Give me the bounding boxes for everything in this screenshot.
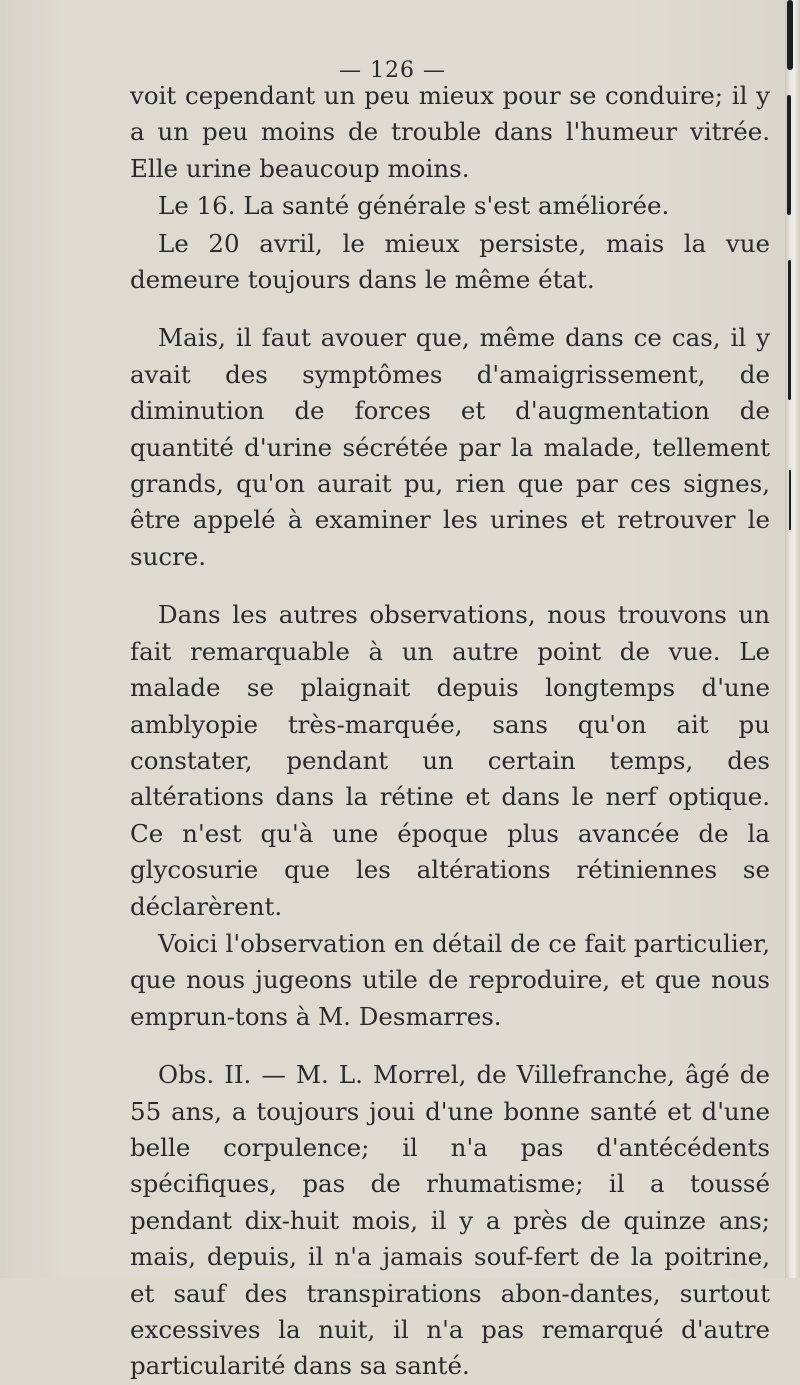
paragraph-7: Obs. II. — M. L. Morrel, de Villefranche, âgé de 55 ans, a toujours joui d'une bonne santé et d'une belle corpulence; il n'a pas d'antécédents spécifiques, pas de rhumatisme; il a toussé pendant dix-huit mois, il y a près de quinze ans; mais, depuis, il n'a jamais souf-fert de la poitrine, et sauf des transpirations abon-dantes, surtout excessives la nuit, il n'a pas remarqué d'autre particularité dans sa santé. xyxy=(130,1060,770,1381)
page-edge xyxy=(785,0,800,1278)
paragraph-2: Le 16. La santé générale s'est améliorée. xyxy=(158,191,670,221)
paragraph-5: Dans les autres observations, nous trouvons un fait remarquable à un autre point de vue. Le malade se plaignait depuis longtemps d'une amblyopie très-marquée, sans qu'on ait pu constater, pendant un certain temps, des altérations dans la rétine et dans le nerf optique. Ce n'est qu'à une époque plus avancée de la glycosurie que les altérations rétiniennes se déclarèrent. xyxy=(130,600,770,921)
page-number: — 126 — xyxy=(339,58,446,83)
paragraph-3: Le 20 avril, le mieux persiste, mais la vue demeure toujours dans le même état. xyxy=(130,228,770,295)
page-text xyxy=(130,78,770,1385)
paragraph-1: voit cependant un peu mieux pour se conduire; il y a un peu moins de trouble dans l'humeur vitrée. Elle urine beaucoup moins. xyxy=(130,81,770,183)
paragraph-4: Mais, il faut avouer que, même dans ce cas, il y avait des symptômes d'amaigrissement, de diminution de forces et d'augmentation de quantité d'urine sécrétée par la malade, tellement grands, qu'on aurait pu, rien que par ces signes, être appelé à examiner les urines et retrouver le sucre. xyxy=(130,323,770,571)
paragraph-6: Voici l'observation en détail de ce fait particulier, que nous jugeons utile de reproduire, et que nous emprun-tons à M. Desmarres. xyxy=(130,928,770,1031)
